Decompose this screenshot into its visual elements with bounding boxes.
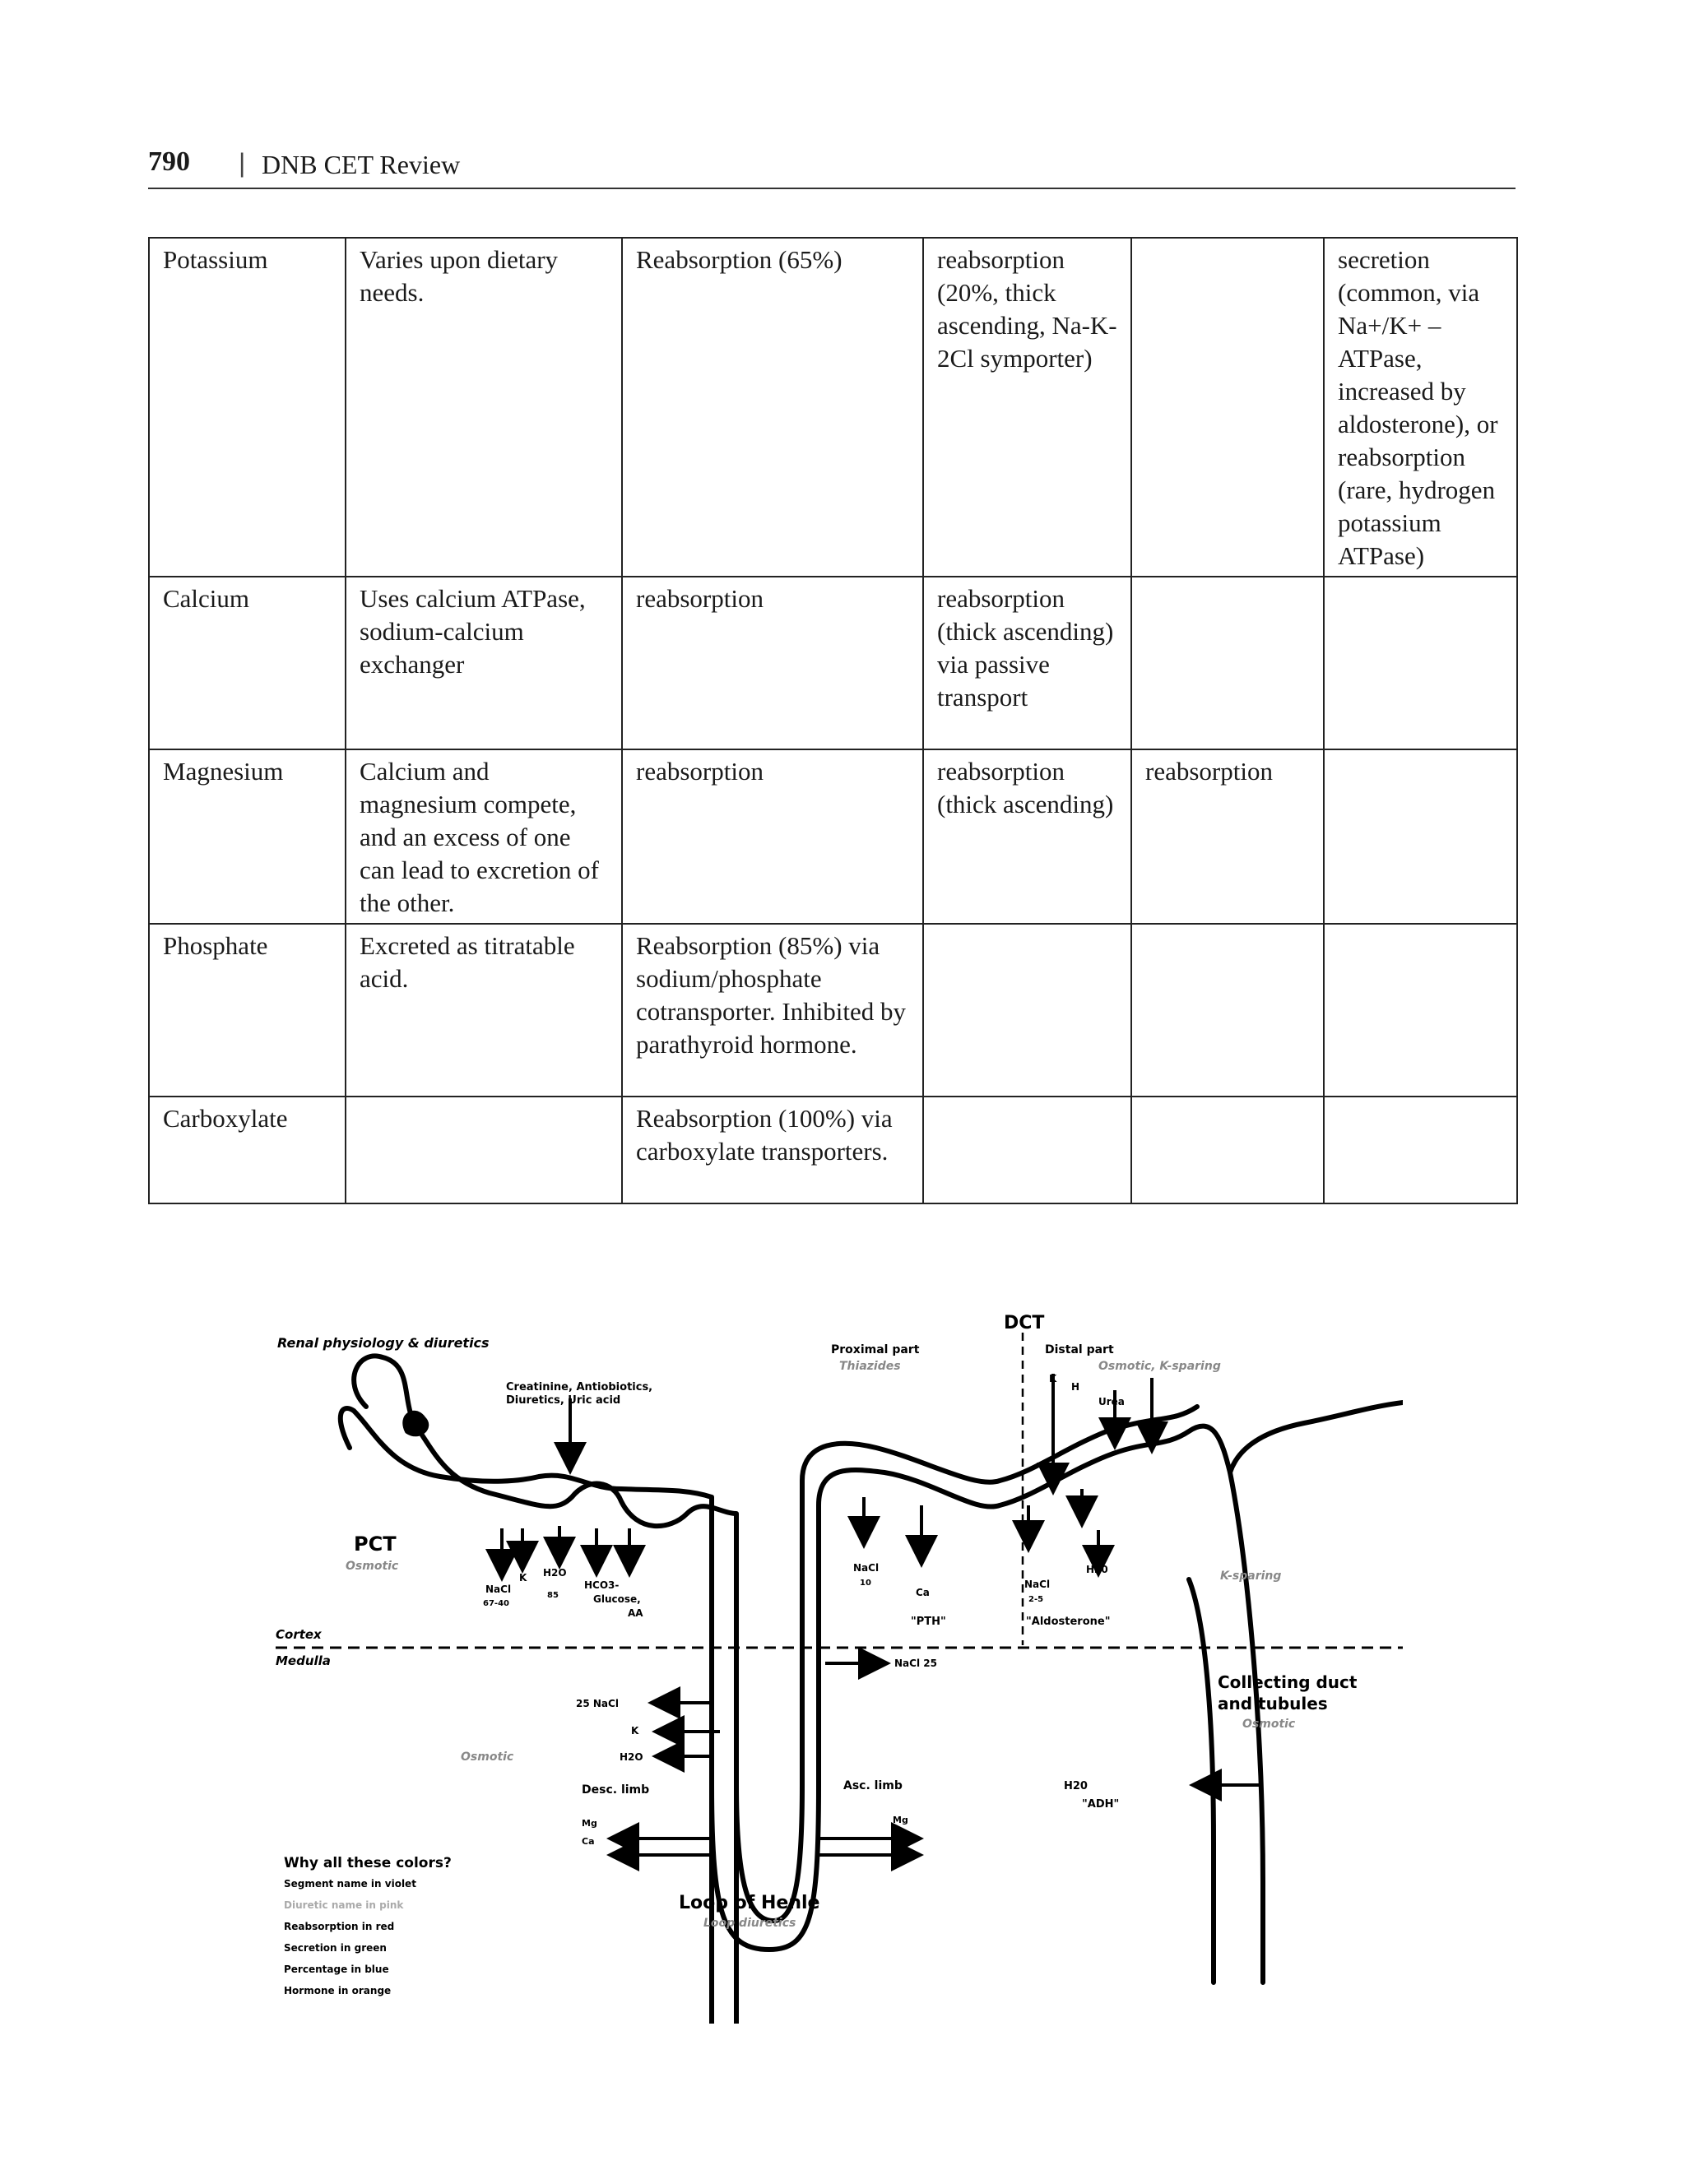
- loop-arrows: [613, 1663, 917, 1855]
- table-cell: [923, 1097, 1131, 1203]
- table-cell: Potassium: [149, 238, 346, 577]
- table-cell: Carboxylate: [149, 1097, 346, 1203]
- table-cell: secretion (common, via Na+/K+ – ATPase, increased by aldosterone), or reabsorption (rare, hydrogen potassium ATPase): [1324, 238, 1517, 577]
- table-row: [149, 749, 1517, 924]
- table-cell: reabsorption: [1131, 749, 1324, 924]
- table-cell: Calcium: [149, 577, 346, 749]
- prox-nacl: NaCl: [853, 1562, 880, 1574]
- k-sparing-label: K-sparing: [1220, 1570, 1282, 1583]
- cortex-label: Cortex: [276, 1627, 322, 1642]
- pth-label: "PTH": [911, 1616, 946, 1628]
- table-cell: [346, 1097, 622, 1203]
- dist-urea: Urea: [1098, 1396, 1125, 1407]
- dct-label: DCT: [1004, 1313, 1045, 1333]
- table-cell: Magnesium: [149, 749, 346, 924]
- cd-h2o: H20: [1064, 1780, 1088, 1792]
- adh-label: "ADH": [1082, 1798, 1120, 1811]
- desc-nacl: 25 NaCl: [576, 1698, 619, 1709]
- table-cell: [1131, 577, 1324, 749]
- table-row: [149, 1097, 1517, 1203]
- prox-diuretic: Thiazides: [839, 1360, 901, 1373]
- desc-h2o: H2O: [620, 1751, 643, 1763]
- cd-diuretic: Osmotic: [1242, 1718, 1296, 1731]
- dct-arrows: [864, 1374, 1263, 1785]
- renal-diagram: [276, 1308, 1403, 2024]
- dist-nacl: NaCl: [1024, 1579, 1051, 1590]
- legend: [284, 1855, 452, 1996]
- distal-diuretic: Osmotic, K-sparing: [1098, 1360, 1221, 1373]
- pct-glucose: Glucose,: [593, 1593, 641, 1605]
- legend-item: Segment name in violet: [284, 1878, 416, 1890]
- legend-item: Reabsorption in red: [284, 1921, 395, 1932]
- asc-nacl: NaCl 25: [894, 1658, 937, 1669]
- legend-item: Hormone in orange: [284, 1985, 392, 1996]
- cd-label2: and tubules: [1218, 1694, 1328, 1713]
- table-cell: Uses calcium ATPase, sodium-calcium exchanger: [346, 577, 622, 749]
- prox-nacl-pct: 10: [860, 1579, 871, 1588]
- table-cell: [1131, 238, 1324, 577]
- asc-limb-label: Asc. limb: [843, 1779, 903, 1792]
- pct-nacl-pct: 67-40: [483, 1599, 509, 1608]
- dist-h2o: H20: [1086, 1564, 1108, 1575]
- table-cell: [923, 924, 1131, 1097]
- pct-label: PCT: [354, 1533, 397, 1556]
- pct-h2o-pct: 85: [547, 1591, 559, 1600]
- running-title: DNB CET Review: [262, 150, 461, 179]
- distal-part-label: Distal part: [1045, 1343, 1114, 1356]
- table-cell: Excreted as titratable acid.: [346, 924, 622, 1097]
- loop-label: Loop of Henle: [679, 1893, 820, 1913]
- desc-osmotic: Osmotic: [461, 1750, 514, 1764]
- table-cell: reabsorption: [622, 749, 923, 924]
- desc-ca: Ca: [582, 1836, 595, 1847]
- legend-item: Percentage in blue: [284, 1964, 389, 1975]
- table-cell: Reabsorption (85%) via sodium/phosphate cotransporter. Inhibited by parathyroid hormone.: [622, 924, 923, 1097]
- dist-nacl-pct: 2-5: [1028, 1595, 1044, 1604]
- pct-inputs-label2: Diuretics, Uric acid: [506, 1394, 621, 1407]
- table-cell: [1131, 1097, 1324, 1203]
- pct-k: K: [519, 1572, 527, 1584]
- asc-mg: Mg: [893, 1815, 908, 1825]
- table-row: [149, 924, 1517, 1097]
- loop-diuretic: Loop diuretics: [703, 1917, 796, 1930]
- legend-item: Diuretic name in pink: [284, 1899, 404, 1911]
- table-cell: [1324, 749, 1517, 924]
- desc-mg: Mg: [582, 1818, 597, 1829]
- medulla-label: Medulla: [276, 1653, 331, 1668]
- legend-title: Why all these colors?: [284, 1855, 452, 1871]
- table-cell: reabsorption (thick ascending) via passive transport: [923, 577, 1131, 749]
- table-cell: [1324, 1097, 1517, 1203]
- pct-diuretic: Osmotic: [346, 1560, 399, 1573]
- header-separator: |: [239, 148, 246, 178]
- table-cell: [1131, 924, 1324, 1097]
- pct-nacl: NaCl: [485, 1584, 512, 1595]
- table-cell: Reabsorption (100%) via carboxylate transporters.: [622, 1097, 923, 1203]
- pct-h2o: H2O: [543, 1567, 567, 1579]
- table-cell: reabsorption: [622, 577, 923, 749]
- table-cell: reabsorption (thick ascending): [923, 749, 1131, 924]
- pct-aa: AA: [628, 1607, 643, 1619]
- cd-label1: Collecting duct: [1218, 1672, 1358, 1692]
- diagram-title: Renal physiology & diuretics: [277, 1335, 490, 1351]
- table-cell: Reabsorption (65%): [622, 238, 923, 577]
- table-cell: [1324, 577, 1517, 749]
- page-header: [148, 146, 1516, 189]
- table-row: [149, 577, 1517, 749]
- table-cell: [1324, 924, 1517, 1097]
- desc-k: K: [631, 1725, 639, 1737]
- dist-k: K: [1049, 1373, 1057, 1384]
- asc-ca: Ca: [893, 1833, 906, 1843]
- legend-item: Secretion in green: [284, 1942, 387, 1954]
- pct-inputs-label: Creatinine, Antiobiotics,: [506, 1381, 653, 1393]
- page-number: 790: [148, 146, 190, 177]
- prox-part-label: Proximal part: [831, 1343, 920, 1356]
- table-cell: reabsorption (20%, thick ascending, Na-K-2Cl symporter): [923, 238, 1131, 577]
- table-cell: Varies upon dietary needs.: [346, 238, 622, 577]
- aldosterone-label: "Aldosterone": [1026, 1616, 1111, 1628]
- prox-ca: Ca: [916, 1587, 930, 1598]
- desc-limb-label: Desc. limb: [582, 1783, 650, 1797]
- dist-h: H: [1071, 1381, 1080, 1393]
- table-row: [149, 238, 1517, 577]
- pct-hco3: HCO3-: [584, 1579, 620, 1591]
- table-cell: Calcium and magnesium compete, and an excess of one can lead to excretion of the other.: [346, 749, 622, 924]
- table-cell: Phosphate: [149, 924, 346, 1097]
- electrolyte-table: [148, 237, 1518, 1204]
